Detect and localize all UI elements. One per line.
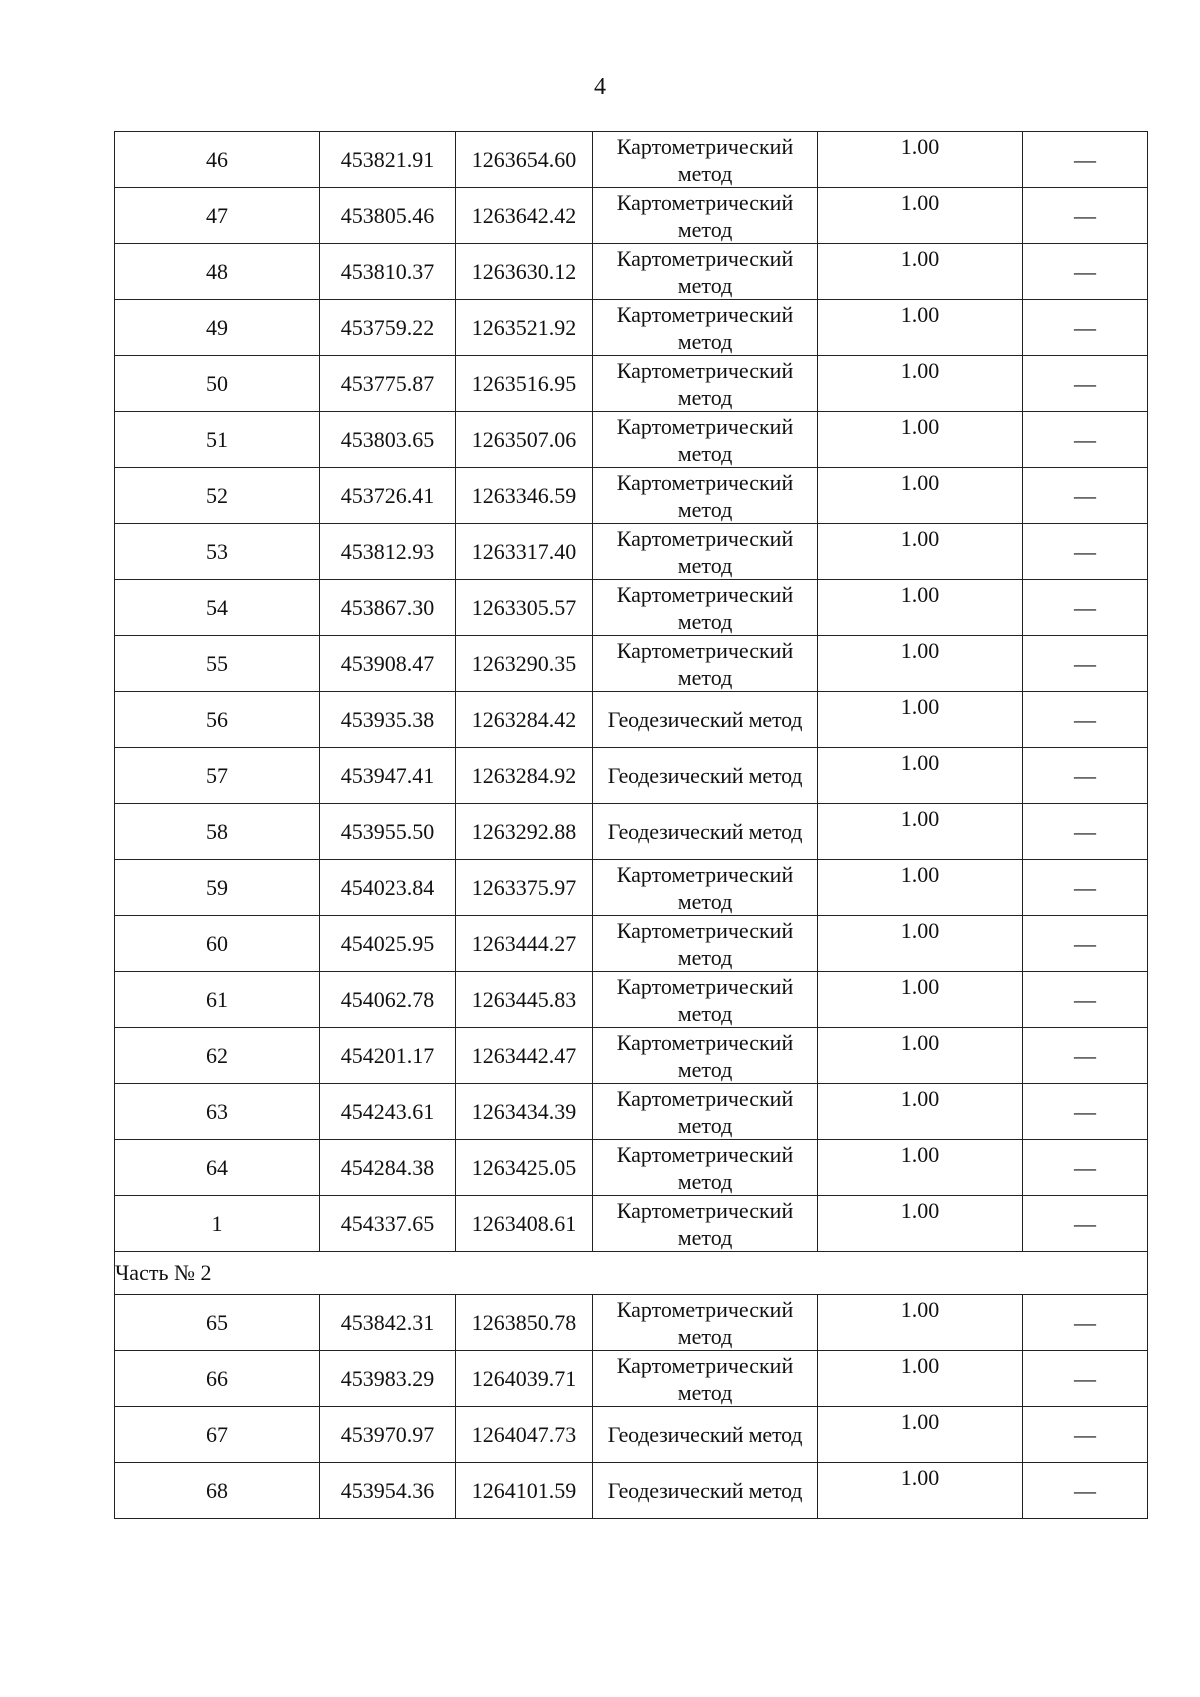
x-coordinate-cell: 453970.97 — [320, 1407, 456, 1463]
note-cell: — — [1023, 692, 1148, 748]
x-coordinate-cell: 453867.30 — [320, 580, 456, 636]
method-cell: Картометрический метод — [593, 300, 818, 356]
table-row — [115, 748, 1148, 804]
y-coordinate-cell: 1263850.78 — [456, 1295, 593, 1351]
accuracy-cell: 1.00 — [818, 1196, 1023, 1252]
y-coordinate-cell: 1263284.92 — [456, 748, 593, 804]
x-coordinate-cell: 453935.38 — [320, 692, 456, 748]
y-coordinate-cell: 1263284.42 — [456, 692, 593, 748]
accuracy-cell: 1.00 — [818, 1084, 1023, 1140]
y-coordinate-cell: 1263642.42 — [456, 188, 593, 244]
table-row — [115, 692, 1148, 748]
x-coordinate-cell: 453908.47 — [320, 636, 456, 692]
page-number: 4 — [594, 74, 606, 100]
accuracy-cell: 1.00 — [818, 804, 1023, 860]
x-coordinate-cell: 453726.41 — [320, 468, 456, 524]
point-number-cell: 64 — [115, 1140, 320, 1196]
x-coordinate-cell: 453954.36 — [320, 1463, 456, 1519]
point-number-cell: 61 — [115, 972, 320, 1028]
x-coordinate-cell: 453983.29 — [320, 1351, 456, 1407]
method-cell: Геодезический метод — [593, 1463, 818, 1519]
method-cell: Картометрический метод — [593, 860, 818, 916]
note-cell: — — [1023, 468, 1148, 524]
note-cell: — — [1023, 1295, 1148, 1351]
accuracy-cell: 1.00 — [818, 1028, 1023, 1084]
point-number-cell: 53 — [115, 524, 320, 580]
x-coordinate-cell: 453812.93 — [320, 524, 456, 580]
section-label: Часть № 2 — [115, 1252, 1148, 1295]
note-cell: — — [1023, 748, 1148, 804]
accuracy-cell: 1.00 — [818, 300, 1023, 356]
table-row — [115, 244, 1148, 300]
y-coordinate-cell: 1264101.59 — [456, 1463, 593, 1519]
note-cell: — — [1023, 132, 1148, 188]
point-number-cell: 58 — [115, 804, 320, 860]
note-cell: — — [1023, 244, 1148, 300]
y-coordinate-cell: 1263290.35 — [456, 636, 593, 692]
point-number-cell: 59 — [115, 860, 320, 916]
x-coordinate-cell: 453955.50 — [320, 804, 456, 860]
y-coordinate-cell: 1263444.27 — [456, 916, 593, 972]
table-row — [115, 188, 1148, 244]
y-coordinate-cell: 1263507.06 — [456, 412, 593, 468]
note-cell: — — [1023, 1028, 1148, 1084]
y-coordinate-cell: 1263442.47 — [456, 1028, 593, 1084]
y-coordinate-cell: 1263445.83 — [456, 972, 593, 1028]
x-coordinate-cell: 453810.37 — [320, 244, 456, 300]
accuracy-cell: 1.00 — [818, 916, 1023, 972]
accuracy-cell: 1.00 — [818, 692, 1023, 748]
method-cell: Картометрический метод — [593, 524, 818, 580]
point-number-cell: 66 — [115, 1351, 320, 1407]
y-coordinate-cell: 1263292.88 — [456, 804, 593, 860]
accuracy-cell: 1.00 — [818, 1351, 1023, 1407]
x-coordinate-cell: 453805.46 — [320, 188, 456, 244]
note-cell: — — [1023, 524, 1148, 580]
note-cell: — — [1023, 356, 1148, 412]
note-cell: — — [1023, 860, 1148, 916]
x-coordinate-cell: 454201.17 — [320, 1028, 456, 1084]
method-cell: Картометрический метод — [593, 580, 818, 636]
table-row — [115, 1295, 1148, 1351]
x-coordinate-cell: 454062.78 — [320, 972, 456, 1028]
x-coordinate-cell: 453821.91 — [320, 132, 456, 188]
note-cell: — — [1023, 1463, 1148, 1519]
x-coordinate-cell: 453842.31 — [320, 1295, 456, 1351]
accuracy-cell: 1.00 — [818, 244, 1023, 300]
table-row — [115, 468, 1148, 524]
y-coordinate-cell: 1263346.59 — [456, 468, 593, 524]
table-row — [115, 1028, 1148, 1084]
y-coordinate-cell: 1263425.05 — [456, 1140, 593, 1196]
table-row — [115, 1407, 1148, 1463]
table-row — [115, 412, 1148, 468]
table-row — [115, 1351, 1148, 1407]
y-coordinate-cell: 1263654.60 — [456, 132, 593, 188]
y-coordinate-cell: 1263408.61 — [456, 1196, 593, 1252]
point-number-cell: 52 — [115, 468, 320, 524]
accuracy-cell: 1.00 — [818, 412, 1023, 468]
section-header-row — [115, 1252, 1148, 1295]
point-number-cell: 51 — [115, 412, 320, 468]
note-cell: — — [1023, 1084, 1148, 1140]
method-cell: Картометрический метод — [593, 468, 818, 524]
x-coordinate-cell: 454337.65 — [320, 1196, 456, 1252]
y-coordinate-cell: 1263630.12 — [456, 244, 593, 300]
method-cell: Геодезический метод — [593, 1407, 818, 1463]
y-coordinate-cell: 1263516.95 — [456, 356, 593, 412]
coordinates-table — [114, 131, 1148, 1519]
method-cell: Картометрический метод — [593, 132, 818, 188]
accuracy-cell: 1.00 — [818, 636, 1023, 692]
x-coordinate-cell: 453803.65 — [320, 412, 456, 468]
method-cell: Картометрический метод — [593, 1140, 818, 1196]
note-cell: — — [1023, 1140, 1148, 1196]
method-cell: Картометрический метод — [593, 972, 818, 1028]
note-cell: — — [1023, 188, 1148, 244]
point-number-cell: 60 — [115, 916, 320, 972]
note-cell: — — [1023, 804, 1148, 860]
table-row — [115, 804, 1148, 860]
point-number-cell: 68 — [115, 1463, 320, 1519]
accuracy-cell: 1.00 — [818, 1407, 1023, 1463]
method-cell: Картометрический метод — [593, 1028, 818, 1084]
point-number-cell: 67 — [115, 1407, 320, 1463]
note-cell: — — [1023, 972, 1148, 1028]
x-coordinate-cell: 454023.84 — [320, 860, 456, 916]
y-coordinate-cell: 1263317.40 — [456, 524, 593, 580]
accuracy-cell: 1.00 — [818, 748, 1023, 804]
method-cell: Картометрический метод — [593, 356, 818, 412]
x-coordinate-cell: 453759.22 — [320, 300, 456, 356]
accuracy-cell: 1.00 — [818, 1463, 1023, 1519]
method-cell: Геодезический метод — [593, 804, 818, 860]
point-number-cell: 49 — [115, 300, 320, 356]
table-row — [115, 972, 1148, 1028]
y-coordinate-cell: 1264039.71 — [456, 1351, 593, 1407]
y-coordinate-cell: 1263305.57 — [456, 580, 593, 636]
x-coordinate-cell: 453775.87 — [320, 356, 456, 412]
accuracy-cell: 1.00 — [818, 356, 1023, 412]
y-coordinate-cell: 1263375.97 — [456, 860, 593, 916]
point-number-cell: 62 — [115, 1028, 320, 1084]
method-cell: Картометрический метод — [593, 1351, 818, 1407]
accuracy-cell: 1.00 — [818, 468, 1023, 524]
table-row — [115, 636, 1148, 692]
table-row — [115, 860, 1148, 916]
table-row — [115, 132, 1148, 188]
coordinates-table-body — [115, 132, 1148, 1519]
note-cell: — — [1023, 1351, 1148, 1407]
x-coordinate-cell: 454243.61 — [320, 1084, 456, 1140]
table-row — [115, 1196, 1148, 1252]
method-cell: Картометрический метод — [593, 244, 818, 300]
point-number-cell: 47 — [115, 188, 320, 244]
method-cell: Геодезический метод — [593, 692, 818, 748]
point-number-cell: 46 — [115, 132, 320, 188]
table-row — [115, 1084, 1148, 1140]
y-coordinate-cell: 1263434.39 — [456, 1084, 593, 1140]
note-cell: — — [1023, 1196, 1148, 1252]
point-number-cell: 50 — [115, 356, 320, 412]
method-cell: Картометрический метод — [593, 1084, 818, 1140]
accuracy-cell: 1.00 — [818, 132, 1023, 188]
method-cell: Картометрический метод — [593, 188, 818, 244]
y-coordinate-cell: 1263521.92 — [456, 300, 593, 356]
accuracy-cell: 1.00 — [818, 524, 1023, 580]
point-number-cell: 56 — [115, 692, 320, 748]
table-row — [115, 524, 1148, 580]
x-coordinate-cell: 454025.95 — [320, 916, 456, 972]
point-number-cell: 57 — [115, 748, 320, 804]
table-row — [115, 300, 1148, 356]
note-cell: — — [1023, 916, 1148, 972]
table-row — [115, 916, 1148, 972]
note-cell: — — [1023, 412, 1148, 468]
method-cell: Картометрический метод — [593, 1295, 818, 1351]
method-cell: Картометрический метод — [593, 636, 818, 692]
point-number-cell: 54 — [115, 580, 320, 636]
accuracy-cell: 1.00 — [818, 972, 1023, 1028]
note-cell: — — [1023, 580, 1148, 636]
table-row — [115, 1463, 1148, 1519]
note-cell: — — [1023, 300, 1148, 356]
table-row — [115, 580, 1148, 636]
method-cell: Картометрический метод — [593, 1196, 818, 1252]
table-row — [115, 1140, 1148, 1196]
method-cell: Картометрический метод — [593, 916, 818, 972]
accuracy-cell: 1.00 — [818, 1295, 1023, 1351]
accuracy-cell: 1.00 — [818, 1140, 1023, 1196]
accuracy-cell: 1.00 — [818, 860, 1023, 916]
y-coordinate-cell: 1264047.73 — [456, 1407, 593, 1463]
point-number-cell: 63 — [115, 1084, 320, 1140]
note-cell: — — [1023, 1407, 1148, 1463]
accuracy-cell: 1.00 — [818, 580, 1023, 636]
method-cell: Картометрический метод — [593, 412, 818, 468]
point-number-cell: 65 — [115, 1295, 320, 1351]
x-coordinate-cell: 453947.41 — [320, 748, 456, 804]
x-coordinate-cell: 454284.38 — [320, 1140, 456, 1196]
accuracy-cell: 1.00 — [818, 188, 1023, 244]
table-row — [115, 356, 1148, 412]
point-number-cell: 55 — [115, 636, 320, 692]
method-cell: Геодезический метод — [593, 748, 818, 804]
point-number-cell: 1 — [115, 1196, 320, 1252]
point-number-cell: 48 — [115, 244, 320, 300]
note-cell: — — [1023, 636, 1148, 692]
